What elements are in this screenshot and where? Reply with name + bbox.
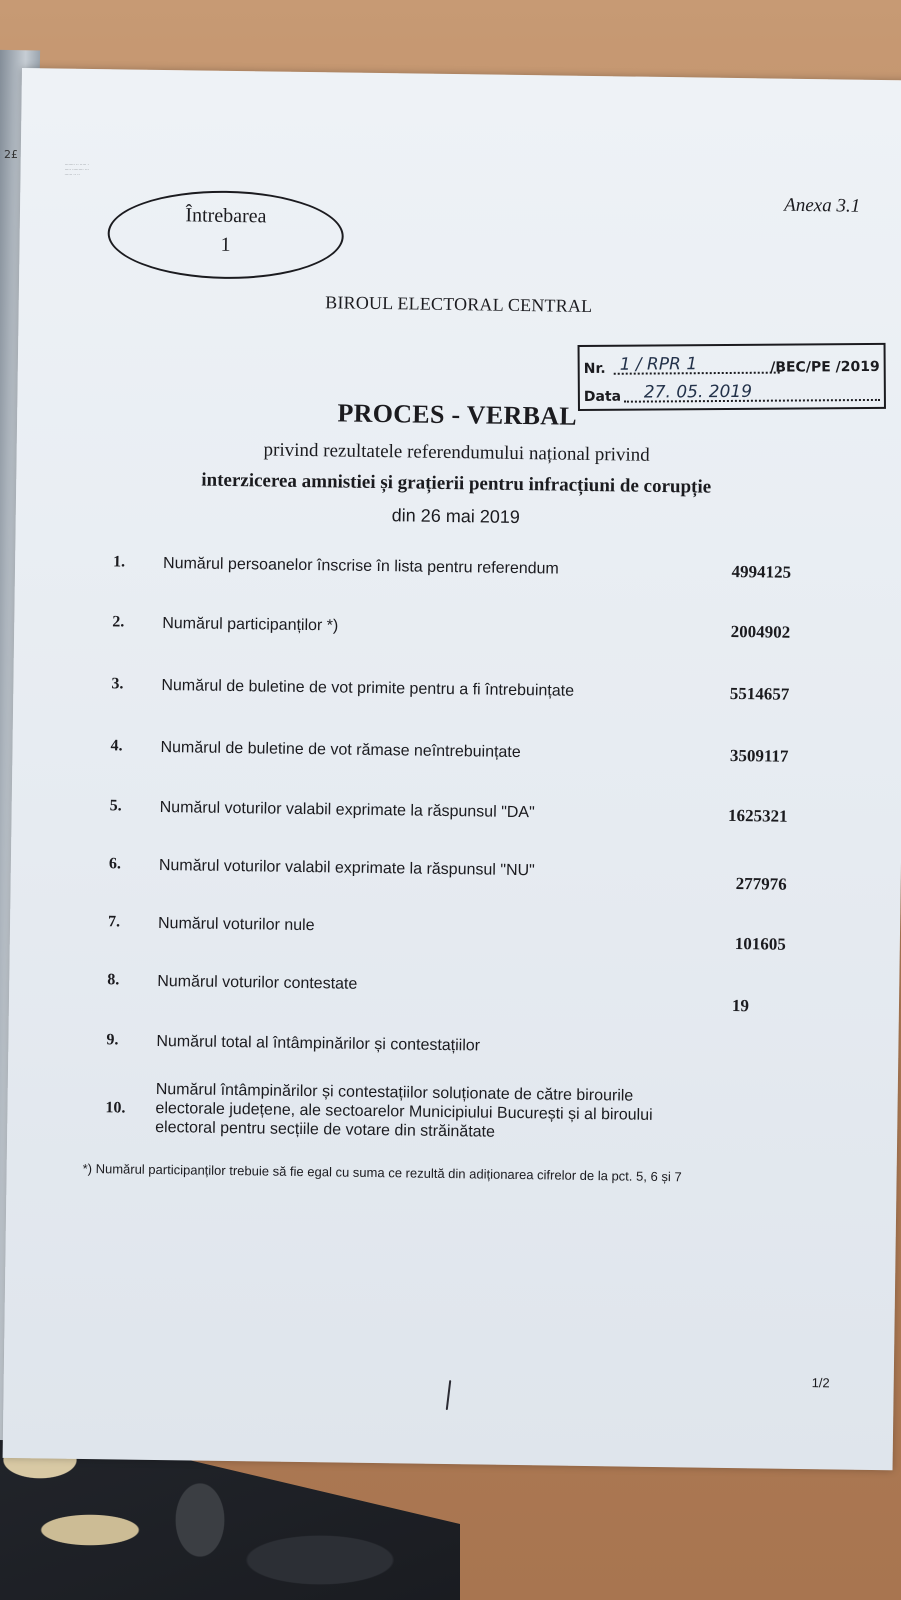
list-item <box>12 796 892 826</box>
subtitle-line-2: interzicerea amnistiei și grațierii pentru infracțiuni de corupție <box>201 469 712 498</box>
stamp-nr-row <box>584 351 880 379</box>
item-label: Numărul întâmpinărilor și contestațiilor soluționate de către birourile electorale județene, ale sectoarelor Municipiului București și al biroului electoral pentru secțiile de votare din străinătate <box>155 1080 653 1141</box>
question-number: 1 <box>220 233 231 256</box>
stamp-date-handwritten: 27. 05. 2019 <box>643 381 753 403</box>
item-value: 1625321 <box>728 805 788 826</box>
item-value: 5514657 <box>729 683 790 704</box>
item-number: 7. <box>107 913 121 931</box>
tiny-stamp-line: ........ .. ..... . <box>64 160 89 166</box>
list-item <box>15 552 895 582</box>
office-heading: BIROUL ELECTORAL CENTRAL <box>325 292 593 316</box>
list-item <box>13 736 893 766</box>
item-label: Numărul persoanelor înscrise în lista pentru referendum <box>162 555 559 578</box>
item-number: 8. <box>107 971 120 989</box>
item-number: 3. <box>111 675 124 693</box>
item-number: 4. <box>110 737 123 755</box>
item-number: 5. <box>109 797 122 815</box>
list-item <box>10 912 890 954</box>
item-label: Numărul voturilor valabil exprimate la răspunsul "NU" <box>158 856 535 880</box>
annex-label: Anexa 3.1 <box>784 194 861 217</box>
stamp-nr-handwritten: 1 / RPR 1 <box>619 354 698 375</box>
item-value: 2004902 <box>730 621 791 642</box>
tiny-stamp-line: ...... .. .. <box>64 170 80 176</box>
document-page <box>3 68 901 1470</box>
item-label: Numărul de buletine de vot primite pentru a fi întrebuințate <box>161 677 575 700</box>
registration-stamp <box>578 343 886 411</box>
subtitle-line-1: privind rezultatele referendumului național privind <box>263 439 650 466</box>
subtitle-date: din 26 mai 2019 <box>391 505 520 527</box>
item-value: 277976 <box>735 874 787 894</box>
item-label: Numărul voturilor valabil exprimate la răspunsul "DA" <box>159 798 535 822</box>
edge-handwritten-mark: 2£ <box>4 148 18 161</box>
list-item <box>14 612 894 642</box>
page-number: 1/2 <box>811 1375 830 1391</box>
stamp-date-label: Data <box>583 388 622 405</box>
item-label: Numărul total al întâmpinărilor și contestațiilor <box>156 1032 481 1055</box>
item-label: Numărul voturilor nule <box>157 914 315 935</box>
item-value: 4994125 <box>731 561 792 582</box>
item-label: Numărul de buletine de vot rămase neîntrebuințate <box>160 739 521 762</box>
tiny-stamp-line: ..... ......... ... <box>64 165 89 171</box>
stamp-nr-label: Nr. <box>583 360 606 377</box>
list-item <box>9 1030 889 1055</box>
tiny-stamp-text <box>65 161 145 177</box>
stamp-nr-suffix: /BEC/PE /2019 <box>770 358 880 376</box>
question-oval <box>107 189 344 280</box>
list-item <box>8 1078 888 1141</box>
item-number: 9. <box>106 1031 119 1049</box>
item-number: 2. <box>112 613 125 631</box>
footnote: *) Numărul participanților trebuie să fie egal cu suma ce rezultă din adiționarea cifrelor de la pct. 5, 6 și 7 <box>82 1160 682 1185</box>
item-number: 10. <box>105 1099 126 1117</box>
item-value: 101605 <box>734 934 786 954</box>
item-value: 3509117 <box>729 745 789 766</box>
item-number: 1. <box>112 553 126 571</box>
pen-mark <box>446 1380 452 1410</box>
list-item <box>9 970 889 1016</box>
list-item <box>14 674 894 704</box>
document-title: PROCES - VERBAL <box>337 398 578 431</box>
item-label: Numărul participanților *) <box>162 615 339 635</box>
item-label: Numărul voturilor contestate <box>157 972 358 993</box>
document-content <box>3 68 901 1470</box>
item-value: 19 <box>731 996 750 1016</box>
question-label: Întrebarea <box>185 204 267 228</box>
list-item <box>11 854 891 894</box>
item-number: 6. <box>108 855 122 873</box>
